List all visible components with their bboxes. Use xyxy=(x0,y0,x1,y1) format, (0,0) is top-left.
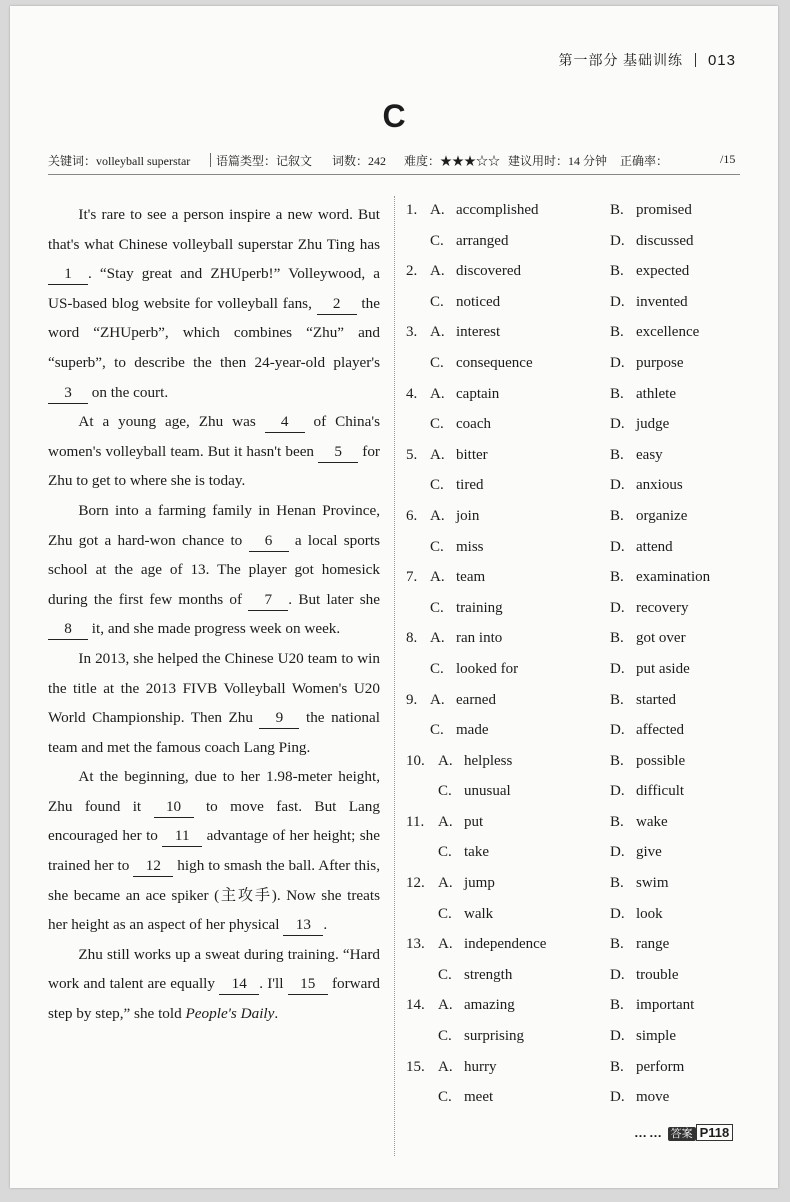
option-c: C. walk xyxy=(438,905,494,922)
option-b: B. important xyxy=(610,997,695,1014)
option-d: D. discussed xyxy=(610,232,694,249)
meta-time: 建议用时：14 分钟 xyxy=(508,154,608,168)
option-d: D. simple xyxy=(610,1028,676,1045)
question-row xyxy=(406,906,746,937)
option-c: C. surprising xyxy=(438,1028,524,1045)
paragraph-1: It's rare to see a person inspire a new word. But that's what Chinese volleyball superstar Zhu Ting has 1 . “Stay great and ZHUperb!” Volleywood, a US-based blog website for volleyball fans, 2 the word “ZHUperb”, which combines “Zhu” and “superb”, to describe the then 24-year-old player's 3 on the court. xyxy=(48,200,380,407)
option-a: A. interest xyxy=(430,324,501,341)
option-c: C. noticed xyxy=(430,293,501,310)
question-row xyxy=(406,324,746,355)
question-row xyxy=(406,722,746,753)
option-a: A. earned xyxy=(430,691,496,708)
option-a: A. jump xyxy=(438,875,495,892)
option-a: A. independence xyxy=(438,936,547,953)
option-b: B. range xyxy=(610,936,670,953)
option-b: B. wake xyxy=(610,813,668,830)
question-row xyxy=(406,263,746,294)
option-b: B. easy xyxy=(610,446,663,463)
option-c: C. training xyxy=(430,599,503,616)
option-a: A. helpless xyxy=(438,752,513,769)
question-row xyxy=(406,814,746,845)
option-a: A. bitter xyxy=(430,446,488,463)
option-d: D. judge xyxy=(610,416,670,433)
option-b: B. examination xyxy=(610,569,711,586)
option-c: C. coach xyxy=(430,416,491,433)
option-c: C. arranged xyxy=(430,232,509,249)
meta-words: 词数：242 xyxy=(332,154,387,168)
option-d: D. purpose xyxy=(610,354,684,371)
paragraph-5: At the beginning, due to her 1.98-meter height, Zhu found it 10 to move fast. But Lang encouraged her to 11 advantage of her height; she trained her to 12 high to smash the ball. After this, she became an ace spiker (主攻手). Now she treats her height as an aspect of her physical 13 . xyxy=(48,762,380,940)
question-row xyxy=(406,233,746,264)
question-number: 4. xyxy=(406,385,418,402)
blank-7: 7 xyxy=(248,590,288,611)
passage xyxy=(48,200,380,1029)
meta-genre: 语篇类型：记叙文 xyxy=(216,154,313,168)
question-row xyxy=(406,202,746,233)
question-row xyxy=(406,997,746,1028)
question-row xyxy=(406,844,746,875)
leader-dots: …… xyxy=(634,1125,664,1140)
question-list xyxy=(406,202,746,1120)
option-d: D. look xyxy=(610,905,663,922)
question-number: 11. xyxy=(406,813,425,830)
option-a: A. join xyxy=(430,507,480,524)
question-number: 5. xyxy=(406,446,418,463)
blank-3: 3 xyxy=(48,383,88,404)
option-c: C. consequence xyxy=(430,354,533,371)
option-b: B. expected xyxy=(610,263,690,280)
paragraph-4: In 2013, she helped the Chinese U20 team to win the title at the 2013 FIVB Volleyball Women's U20 World Championship. Then Zhu 9 the national team and met the famous coach Lang Ping. xyxy=(48,649,380,756)
option-d: D. invented xyxy=(610,293,688,310)
option-d: D. difficult xyxy=(610,783,685,800)
option-b: B. excellence xyxy=(610,324,700,341)
answer-reference xyxy=(634,1125,733,1141)
blank-6: 6 xyxy=(249,531,289,552)
option-a: A. team xyxy=(430,569,486,586)
question-number: 14. xyxy=(406,997,425,1014)
paragraph-6: Zhu still works up a sweat during training. “Hard work and talent are equally 14 . I'll 15 forward step by step,” she told People's Daily. xyxy=(48,945,381,1023)
option-a: A. ran into xyxy=(430,630,503,647)
meta-keywords: 关键词：volleyball superstar xyxy=(48,154,191,168)
option-d: D. recovery xyxy=(610,599,689,616)
question-row xyxy=(406,967,746,998)
option-c: C. tired xyxy=(430,477,484,494)
meta-bar xyxy=(48,150,740,175)
question-row xyxy=(406,936,746,967)
question-number: 8. xyxy=(406,630,418,647)
answer-page: P118 xyxy=(696,1124,734,1141)
paragraph-2: At a young age, Zhu was 4 of China's women's volleyball team. But it hasn't been 5 for Zhu to get to where she is today. xyxy=(48,413,380,490)
part-title: 第一部分 基础训练 xyxy=(558,54,683,69)
option-d: D. attend xyxy=(610,538,673,555)
question-row xyxy=(406,630,746,661)
question-number: 13. xyxy=(406,936,425,953)
question-row xyxy=(406,875,746,906)
question-row xyxy=(406,661,746,692)
option-d: D. move xyxy=(610,1089,670,1106)
question-row xyxy=(406,508,746,539)
question-row xyxy=(406,569,746,600)
blank-4: 4 xyxy=(265,412,305,433)
meta-accuracy: 正确率： xyxy=(620,154,669,168)
blank-2: 2 xyxy=(317,294,357,315)
blank-12: 12 xyxy=(133,856,173,877)
meta-total: /15 xyxy=(720,152,736,166)
question-number: 12. xyxy=(406,875,425,892)
option-a: A. hurry xyxy=(438,1058,497,1075)
option-b: B. athlete xyxy=(610,385,676,402)
option-d: D. trouble xyxy=(610,966,679,983)
option-a: A. accomplished xyxy=(430,202,539,218)
option-c: C. unusual xyxy=(438,783,511,800)
option-a: A. discovered xyxy=(430,263,521,280)
blank-8: 8 xyxy=(48,619,88,640)
meta-divider xyxy=(210,153,211,167)
question-row xyxy=(406,692,746,723)
question-row xyxy=(406,753,746,784)
question-number: 1. xyxy=(406,202,418,218)
question-row xyxy=(406,294,746,325)
option-a: A. captain xyxy=(430,385,500,402)
option-b: B. possible xyxy=(610,752,686,769)
meta-difficulty: 难度：★★★☆☆ xyxy=(404,154,501,168)
question-row xyxy=(406,783,746,814)
section-title: C xyxy=(382,98,406,134)
question-row xyxy=(406,1028,746,1059)
question-row xyxy=(406,600,746,631)
option-a: A. put xyxy=(438,813,484,830)
page-number: 013 xyxy=(707,52,736,69)
question-row xyxy=(406,1059,746,1090)
blank-14: 14 xyxy=(219,974,259,995)
column-divider xyxy=(394,196,395,1156)
question-row xyxy=(406,386,746,417)
option-c: C. looked for xyxy=(430,660,519,677)
source-newspaper: People's Daily xyxy=(185,1005,275,1023)
option-c: C. meet xyxy=(438,1089,494,1106)
blank-5: 5 xyxy=(318,442,358,463)
blank-11: 11 xyxy=(162,826,202,847)
header-divider xyxy=(695,53,696,67)
answer-tag: 答案 xyxy=(668,1127,696,1141)
blank-10: 10 xyxy=(154,797,194,818)
question-number: 3. xyxy=(406,324,418,341)
option-b: B. organize xyxy=(610,507,688,524)
option-a: A. amazing xyxy=(438,997,515,1014)
question-number: 9. xyxy=(406,691,418,708)
option-b: B. swim xyxy=(610,875,669,892)
option-b: B. started xyxy=(610,691,676,708)
option-c: C. take xyxy=(438,844,489,861)
question-number: 7. xyxy=(406,569,418,586)
blank-15: 15 xyxy=(288,974,328,995)
option-d: D. affected xyxy=(610,722,685,739)
question-row xyxy=(406,355,746,386)
option-c: C. made xyxy=(430,722,489,739)
question-number: 2. xyxy=(406,263,418,280)
option-b: B. promised xyxy=(610,202,692,218)
option-c: C. strength xyxy=(438,966,513,983)
question-row xyxy=(406,416,746,447)
question-row xyxy=(406,447,746,478)
option-b: B. perform xyxy=(610,1058,685,1075)
book-page xyxy=(10,6,778,1188)
question-number: 10. xyxy=(406,752,425,769)
paragraph-3: Born into a farming family in Henan Province, Zhu got a hard-won chance to 6 a local sports school at the age of 13. The player got homesick during the first few months of 7 . But later she 8 it, and she made progress week on week. xyxy=(48,496,380,644)
question-row xyxy=(406,477,746,508)
blank-1: 1 xyxy=(48,264,88,285)
option-c: C. miss xyxy=(430,538,484,555)
blank-9: 9 xyxy=(259,708,299,729)
option-d: D. put aside xyxy=(610,660,690,677)
question-row xyxy=(406,1089,746,1120)
blank-13: 13 xyxy=(283,915,323,936)
option-d: D. give xyxy=(610,844,662,861)
question-row xyxy=(406,539,746,570)
option-d: D. anxious xyxy=(610,477,683,494)
question-number: 15. xyxy=(406,1058,425,1075)
option-b: B. got over xyxy=(610,630,686,647)
question-number: 6. xyxy=(406,507,418,524)
running-head xyxy=(558,50,736,70)
